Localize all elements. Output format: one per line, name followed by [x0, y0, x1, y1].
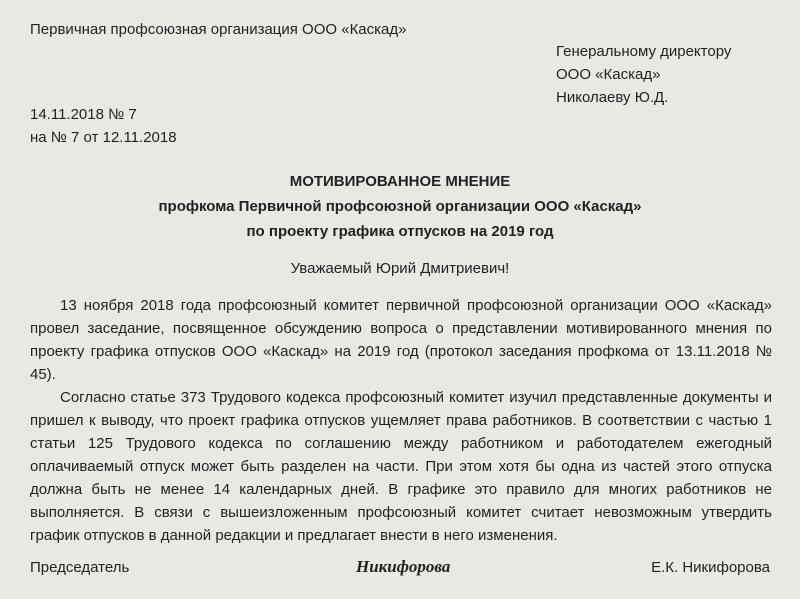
organization-name: Первичная профсоюзная организация ООО «Каскад» — [30, 21, 407, 38]
document-body — [30, 294, 772, 547]
document-heading — [0, 169, 800, 244]
document-date-number: 14.11.2018 № 7 — [30, 106, 137, 123]
addressee-block — [556, 40, 731, 109]
addressee-name: Николаеву Ю.Д. — [556, 89, 669, 106]
document-subtitle: профкома Первичной профсоюзной организации ООО «Каскад» — [158, 198, 642, 215]
signer-role: Председатель — [30, 559, 130, 576]
body-paragraph: 13 ноября 2018 года профсоюзный комитет первичной профсоюзной организации ООО «Каскад» провел заседание, посвященное обсуждению вопроса о представлении мотивированного мнения по проекту графика отпусков ООО «Каскад» на 2019 год (протокол заседания профкома от 13.11.2018 № 45). — [30, 297, 772, 383]
greeting: Уважаемый Юрий Дмитриевич! — [290, 260, 510, 277]
signer-name: Е.К. Никифорова — [651, 559, 770, 576]
body-paragraph: Согласно статье 373 Трудового кодекса профсоюзный комитет изучил представленные документы и пришел к выводу, что проект графика отпусков ущемляет права работников. В соответствии с частью 1 статьи 125 Трудового кодекса по соглашению между работником и работодателем ежегодный оплачиваемый отпуск может быть разделен на части. При этом хотя бы одна из частей этого отпуска должна быть не менее 14 календарных дней. В графике это правило для многих работников не выполняется. В связи с вышеизложенным профсоюзный комитет считает невозможным утвердить график отпусков в данной редакции и предлагает внести в него изменения. — [30, 389, 772, 544]
handwritten-signature: Никифорова — [356, 557, 451, 576]
addressee-position: Генеральному директору — [556, 43, 732, 60]
document-title: МОТИВИРОВАННОЕ МНЕНИЕ — [289, 173, 511, 190]
reference-number: на № 7 от 12.11.2018 — [30, 129, 177, 146]
addressee-company: ООО «Каскад» — [556, 66, 661, 83]
registration-block — [30, 103, 177, 149]
document-subject: по проекту графика отпусков на 2019 год — [246, 223, 554, 240]
